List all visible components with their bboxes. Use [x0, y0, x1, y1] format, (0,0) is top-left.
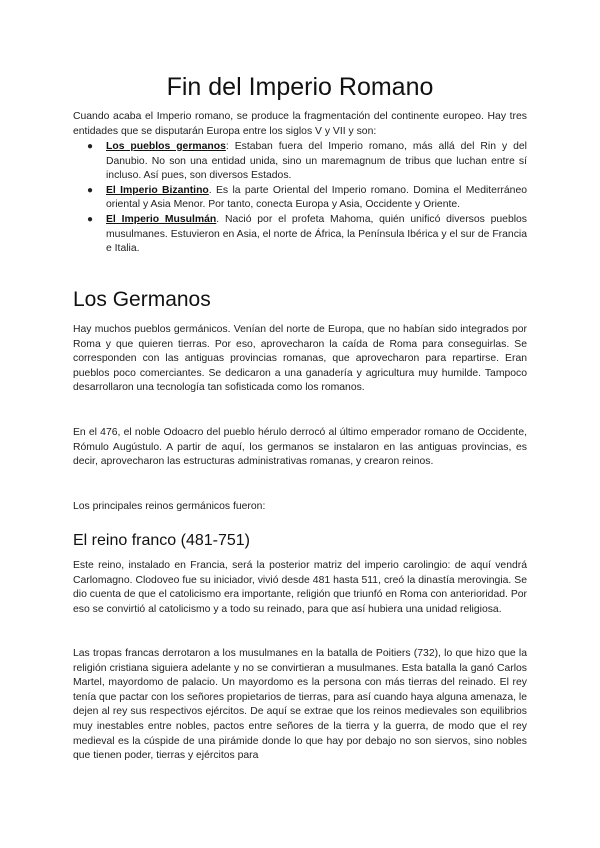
list-item-text: . Nació por el profeta Mahoma, quién unificó diversos pueblos musulmanes. Estuvieron en Asia, el norte de África, la Península Ibérica y el sur de Francia e Italia.	[106, 213, 528, 255]
bullet-icon: ●	[87, 184, 94, 196]
list-item-term: El Imperio Bizantino	[106, 184, 209, 196]
list-item-term: El Imperio Musulmán	[106, 213, 217, 225]
section-heading: Los Germanos	[73, 288, 211, 311]
list-item-term: Los pueblos germanos	[106, 141, 226, 152]
subsection-paragraph-1: Este reino, instalado en Francia, será la posterior matriz del imperio carolingio: de aquí vendrá Carlomagno. Clodoveo fue su iniciador, vivió desde 481 hasta 511, creó la dinastía merovingia. Se dio cuenta de que el catolicismo era importante, religión que triunfó en Roma con anterioridad. Por eso se convirtió al catolicismo y a todo su reinado, para que así hubiera una unidad religiosa.	[73, 560, 527, 615]
entities-list	[73, 140, 527, 257]
list-item	[73, 184, 527, 213]
page-title: Fin del Imperio Romano	[166, 73, 434, 101]
section-paragraph-2: En el 476, el noble Odoacro del pueblo hérulo derrocó al último emperador romano de Occidente, Rómulo Augústulo. A partir de aquí, los germanos se instalaron en las antiguas provincias, es decir, aprovecharon las estructuras administrativas romanas, y crearon reinos.	[73, 427, 527, 468]
list-item-text: . Es la parte Oriental del Imperio romano. Domina el Mediterráneo oriental y Asia Menor. Por tanto, conecta Europa y Asia, Occidente y Oriente.	[106, 184, 527, 211]
section-paragraph-3: Los principales reinos germánicos fueron:	[73, 501, 266, 512]
bullet-icon: ●	[87, 213, 94, 225]
list-item	[73, 213, 527, 257]
subsection-heading: El reino franco (481-751)	[73, 532, 250, 549]
section-paragraph-1: Hay muchos pueblos germánicos. Venían del norte de Europa, que no habían sido integrados por Roma y que quieren tierras. Por eso, aprovecharon la caída de Roma para conseguirlas. Se corresponden con las antiguas provincias romanas, que aprovecharon para repartirse. Eran pueblos poco comerciantes. Se dedicaron a una ganadería y agricultura muy humilde. Tampoco desarrollaron una tecnología tan sofisticada como los romanos.	[73, 324, 527, 394]
bullet-icon: ●	[87, 141, 94, 152]
list-item-text: : Estaban fuera del Imperio romano, más allá del Rin y del Danubio. No son una entidad unida, sino un maremagnum de tribus que luchan entre sí incluso. Así pues, son diversos Estados.	[106, 141, 527, 182]
list-item	[73, 140, 527, 184]
intro-paragraph: Cuando acaba el Imperio romano, se produce la fragmentación del continente europeo. Hay tres entidades que se disputarán Europa entre los siglos V y VII y son:	[73, 111, 527, 137]
subsection-paragraph-2: Las tropas francas derrotaron a los musulmanes en la batalla de Poitiers (732), lo que hizo que la religión cristiana siguiera adelante y no se convirtieran a musulmanes. Esta batalla la ganó Carlos Martel, mayordomo de palacio. Un mayordomo es la persona con más tierras del reinado. El rey tenía que pactar con los señores propietarios de tierras, para así cuando haya alguna amenaza, le dejen al rey sus respectivos ejércitos. De aquí se extrae que los reinos medievales son equilibrios muy inestables entre nobles, pactos entre señores de la tierra y la guerra, de modo que el rey medieval es la cúspide de una pirámide donde lo que hay por debajo no son siervos, sino nobles que tienen poder, tierras y ejércitos para	[73, 648, 527, 762]
